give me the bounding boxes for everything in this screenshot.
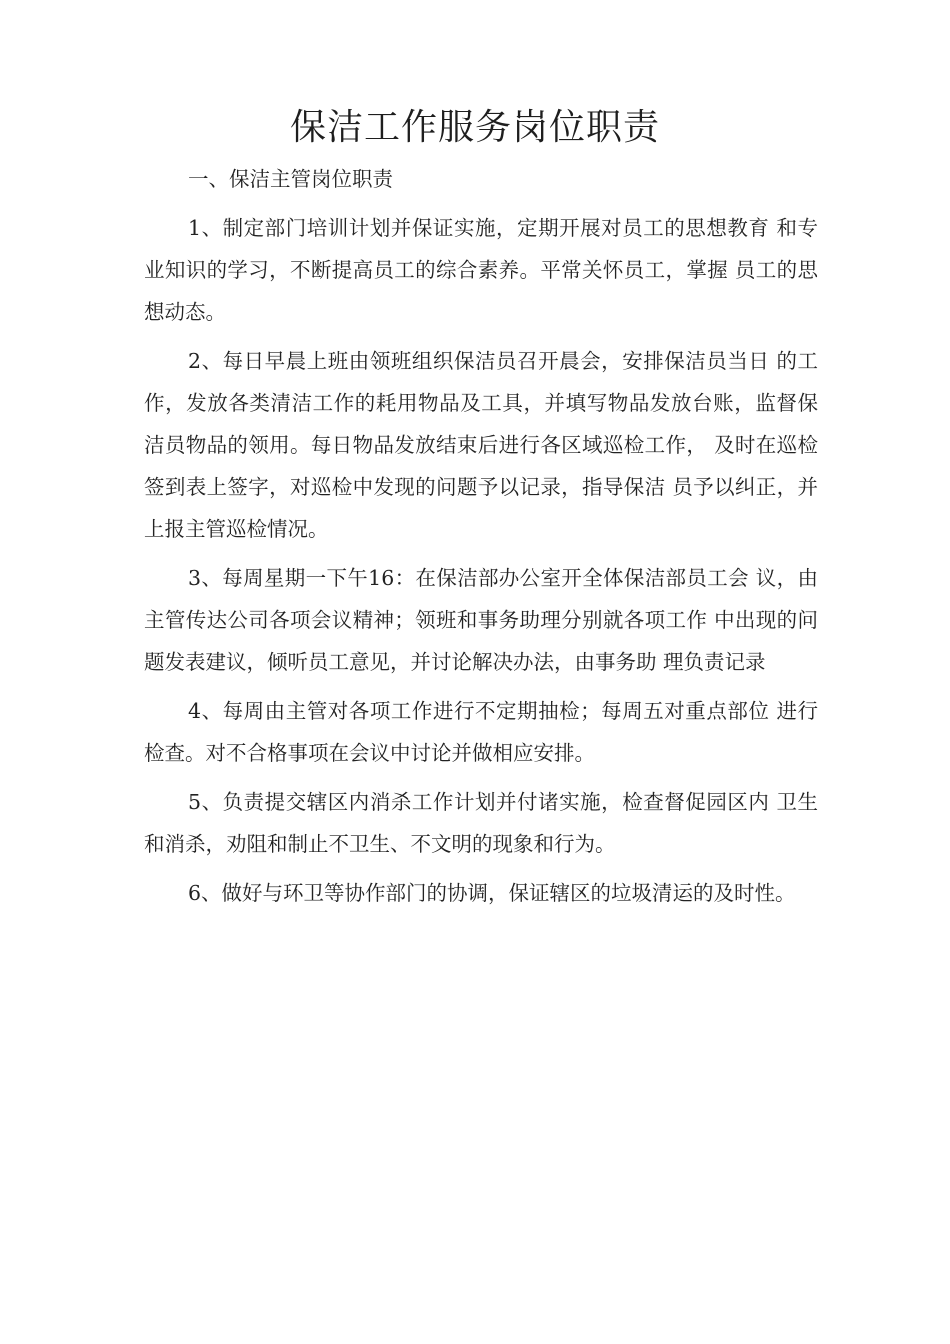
paragraph-6: 6、做好与环卫等协作部门的协调，保证辖区的垃圾清运的及时性。	[188, 881, 796, 905]
paragraph-1: 1、制定部门培训计划并保证实施，定期开展对员工的思想教育 和专业知识的学习，不断提高员工的综合素养。平常关怀员工，掌握 员工的思想动态。	[144, 216, 818, 324]
document-body	[144, 158, 818, 921]
paragraph-4: 4、每周由主管对各项工作进行不定期抽检；每周五对重点部位 进行检查。对不合格事项在会议中讨论并做相应安排。	[144, 699, 818, 765]
paragraph-2: 2、每日早晨上班由领班组织保洁员召开晨会，安排保洁员当日 的工作，发放各类清洁工作的耗用物品及工具，并填写物品发放台账，监督保洁员物品的领用。每日物品发放结束后进行各区域巡检工作， 及时在巡检签到表上签字，对巡检中发现的问题予以记录，指导保洁 员予以纠正，并上报主管巡检情况。	[144, 349, 818, 541]
document-title: 保洁工作服务岗位职责	[289, 107, 660, 148]
paragraph-3: 3、每周星期一下午16：在保洁部办公室开全体保洁部员工会 议，由主管传达公司各项会议精神；领班和事务助理分别就各项工作 中出现的问题发表建议，倾听员工意见，并讨论解决办法，由事务助 理负责记录	[144, 566, 818, 674]
section-heading: 一、保洁主管岗位职责	[188, 167, 393, 191]
paragraph-5: 5、负责提交辖区内消杀工作计划并付诸实施，检查督促园区内 卫生和消杀，劝阻和制止不卫生、不文明的现象和行为。	[144, 790, 818, 856]
